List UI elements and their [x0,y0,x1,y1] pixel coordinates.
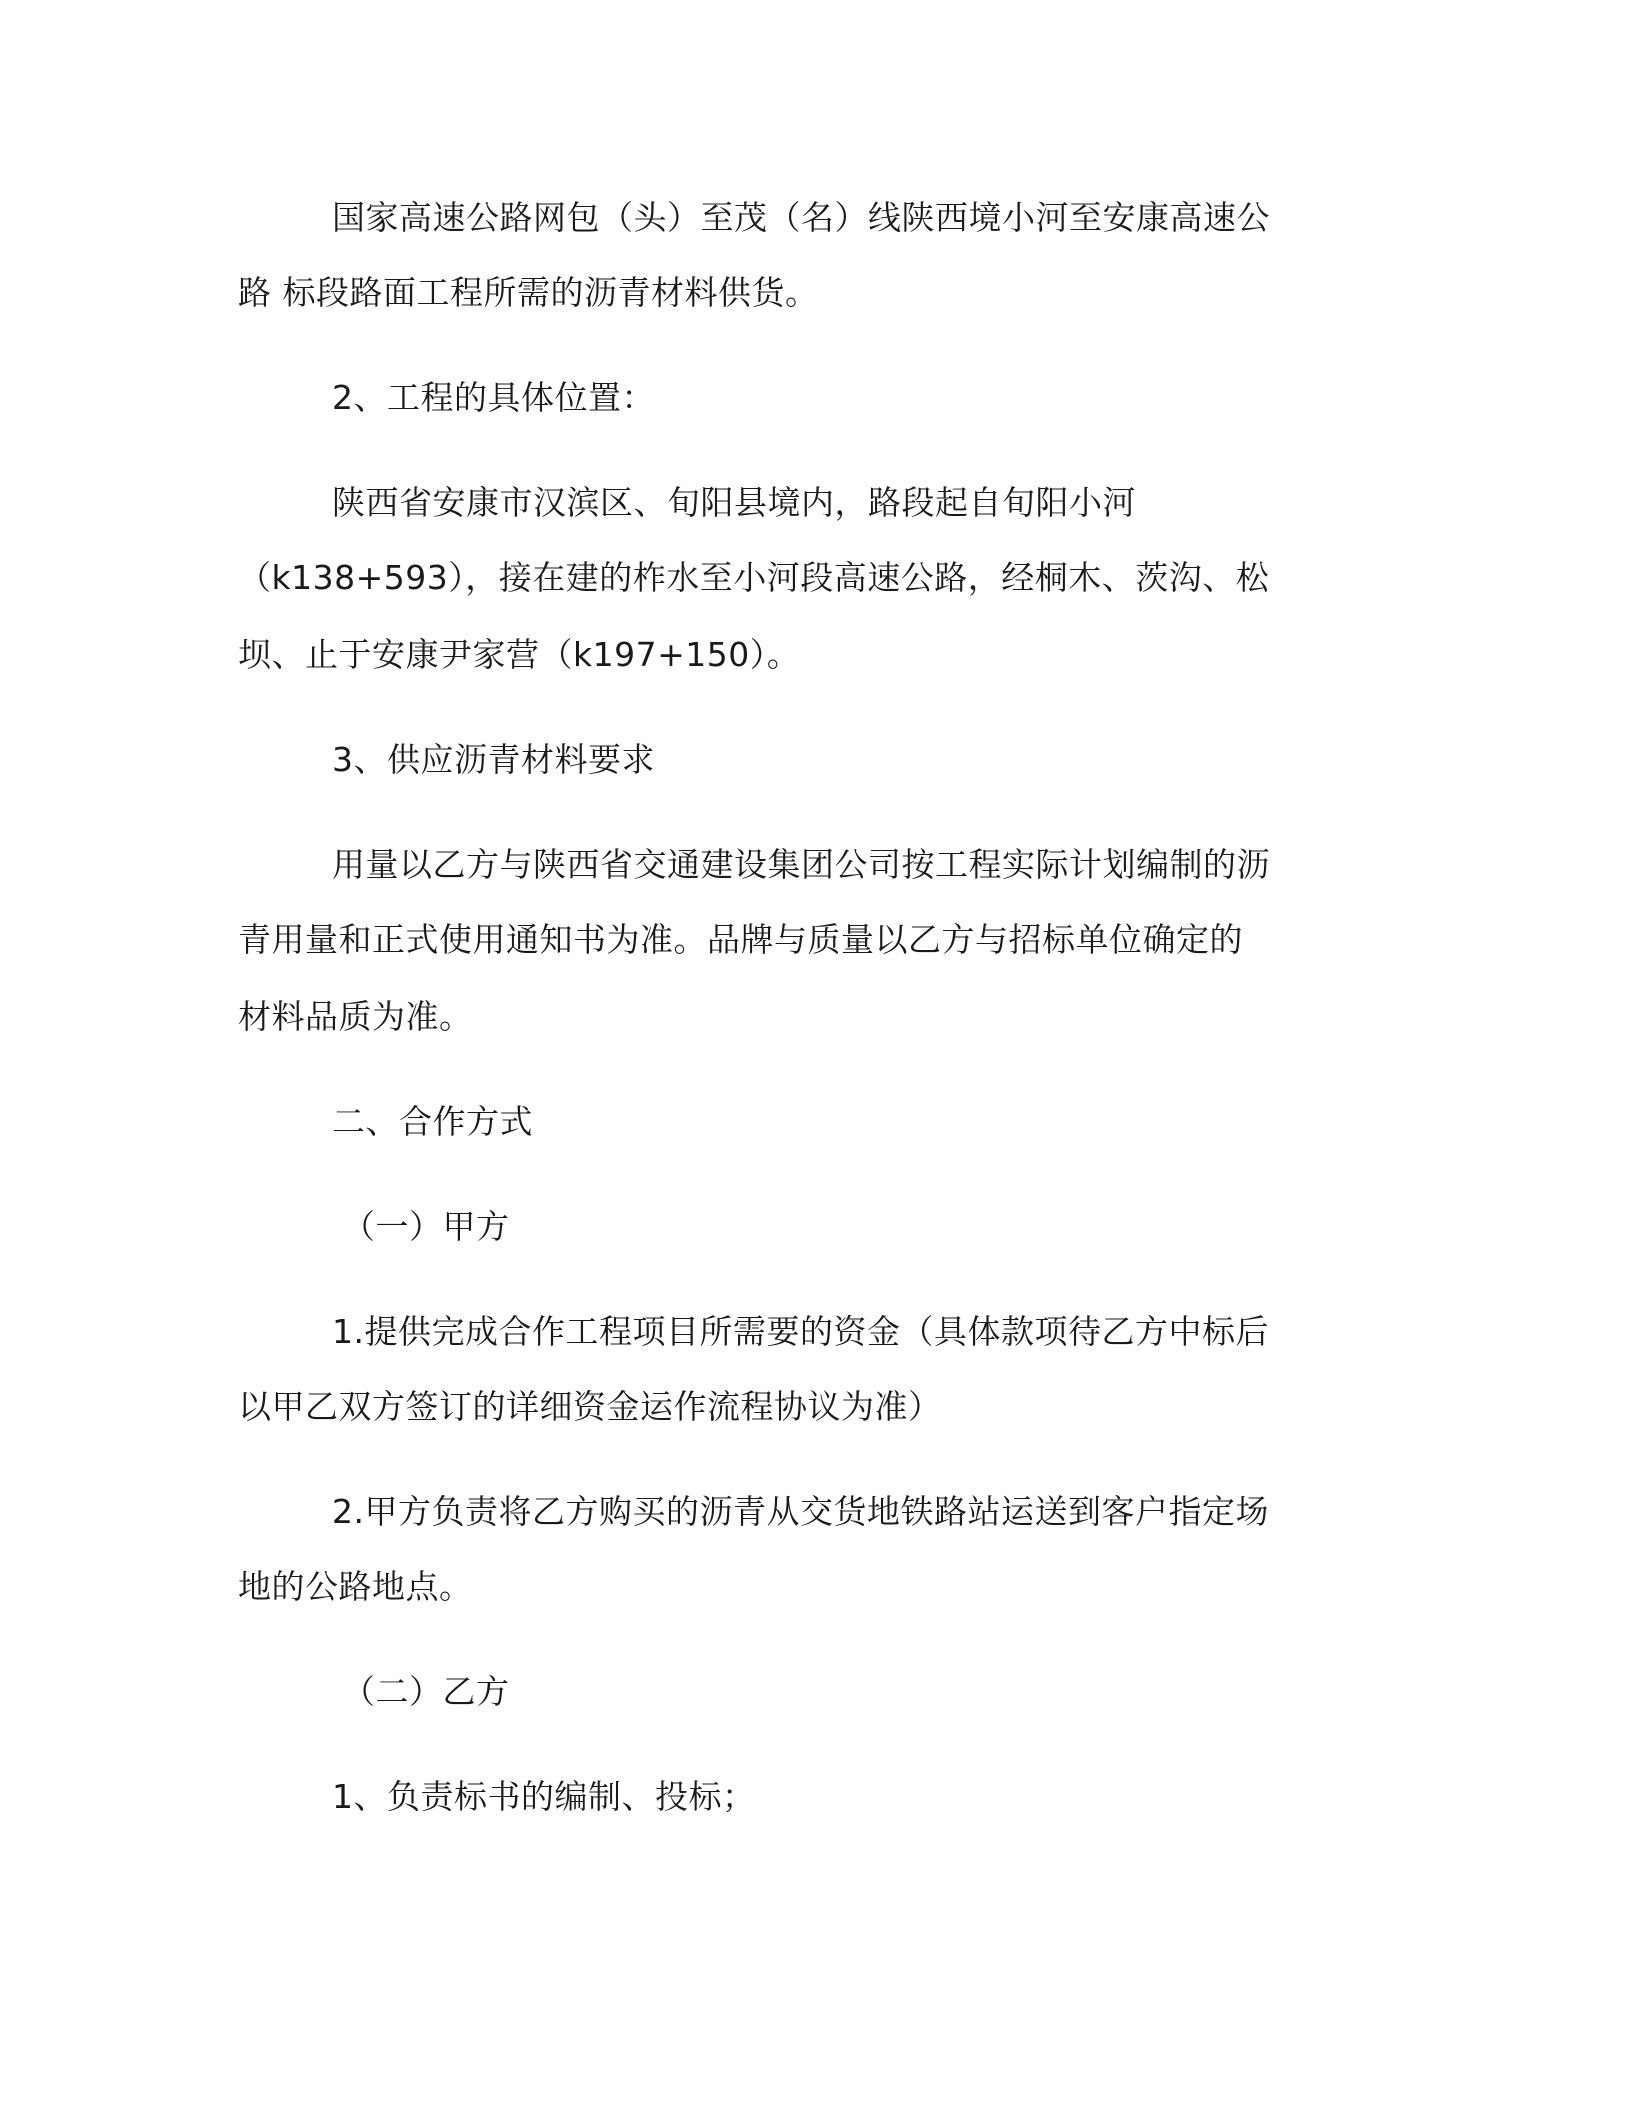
party-a-item-1-line-1: 1.提供完成合作工程项目所需要的资金（具体款项待乙方中标后 [332,1312,1269,1351]
heading-party-a: （一）甲方 [342,1207,510,1246]
party-a-item-1-line-2: 以甲乙双方签订的详细资金运作流程协议为准） [238,1387,942,1426]
paragraph-location-line-3: 坝、止于安康尹家营（k197+150）。 [238,635,801,674]
paragraph-location-line-1: 陕西省安康市汉滨区、旬阳县境内，路段起自旬阳小河 [332,483,1136,522]
paragraph-requirements-line-3: 材料品质为准。 [238,997,473,1036]
heading-material-requirements: 3、供应沥青材料要求 [332,740,655,779]
heading-location: 2、工程的具体位置： [332,378,655,417]
heading-cooperation-method: 二、合作方式 [332,1102,533,1141]
paragraph-scope-line-1: 国家高速公路网包（头）至茂（名）线陕西境小河至安康高速公 [332,198,1270,237]
paragraph-requirements-line-1: 用量以乙方与陕西省交通建设集团公司按工程实际计划编制的沥 [332,845,1270,884]
party-a-item-2-line-1: 2.甲方负责将乙方购买的沥青从交货地铁路站运送到客户指定场 [332,1492,1269,1531]
paragraph-scope-line-2: 路 标段路面工程所需的沥青材料供货。 [238,273,819,312]
party-a-item-2-line-2: 地的公路地点。 [238,1567,473,1606]
paragraph-requirements-line-2: 青用量和正式使用通知书为准。品牌与质量以乙方与招标单位确定的 [238,920,1243,959]
paragraph-location-line-2: （k138+593），接在建的柞水至小河段高速公路，经桐木、茨沟、松 [238,558,1270,597]
party-b-item-1: 1、负责标书的编制、投标； [332,1777,756,1816]
heading-party-b: （二）乙方 [342,1672,510,1711]
